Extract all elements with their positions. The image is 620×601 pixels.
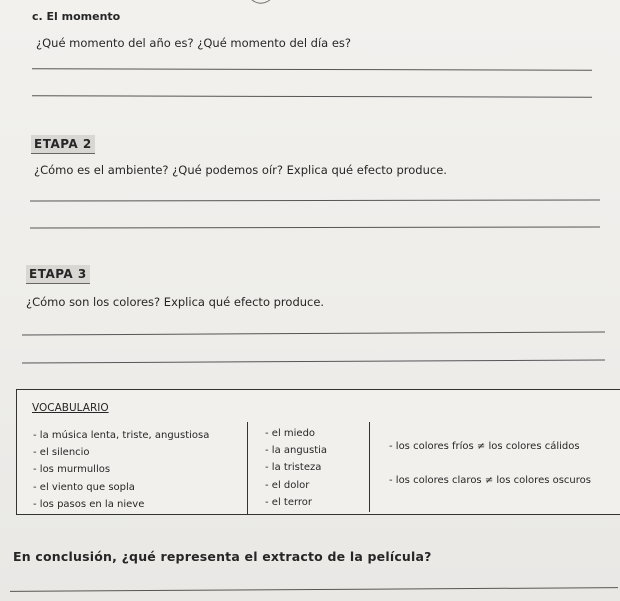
answer-line: [32, 68, 592, 70]
etapa-2-question: ¿Cómo es el ambiente? ¿Qué podemos oír? Explica qué efecto produce.: [34, 163, 447, 177]
printed-curve-mark: [246, 0, 286, 10]
vocabulary-item: - los colores fríos ≠ los colores cálidos: [389, 441, 580, 452]
etapa-3-label: ETAPA 3: [26, 265, 90, 284]
section-c-heading: c. El momento: [32, 10, 121, 23]
vocabulary-item: - la música lenta, triste, angustiosa: [33, 430, 210, 441]
column-divider: [247, 422, 248, 514]
vocabulary-column-feelings: [265, 425, 327, 511]
etapa-2-label: ETAPA 2: [31, 135, 95, 154]
vocabulary-item: - los pasos en la nieve: [33, 498, 145, 510]
vocabulary-item: - el silencio: [33, 447, 90, 459]
answer-line: [32, 95, 592, 97]
vocabulary-item: - la tristeza: [265, 462, 322, 474]
answer-line: [30, 227, 600, 229]
answer-line: [22, 359, 605, 363]
vocabulary-item: - el dolor: [265, 479, 310, 491]
vocabulary-title: VOCABULARIO: [32, 402, 109, 414]
vocabulary-item: - los colores claros ≠ los colores oscuros: [389, 475, 591, 486]
vocabulary-item: - los murmullos: [33, 464, 111, 476]
vocabulary-item: - la angustia: [265, 445, 328, 457]
vocabulary-item: - el viento que sopla: [33, 481, 135, 493]
answer-line: [30, 200, 600, 202]
vocabulary-item: - el miedo: [265, 428, 316, 439]
vocabulary-column-sounds: [33, 427, 209, 513]
conclusion-question: En conclusión, ¿qué representa el extracto de la película?: [13, 549, 432, 564]
column-divider: [369, 422, 370, 512]
etapa-3-question: ¿Cómo son los colores? Explica qué efecto produce.: [26, 295, 325, 309]
vocabulary-item: - el terror: [265, 496, 313, 508]
section-c-question: ¿Qué momento del año es? ¿Qué momento del día es?: [36, 36, 352, 50]
answer-line: [10, 587, 618, 592]
answer-line: [22, 331, 605, 335]
